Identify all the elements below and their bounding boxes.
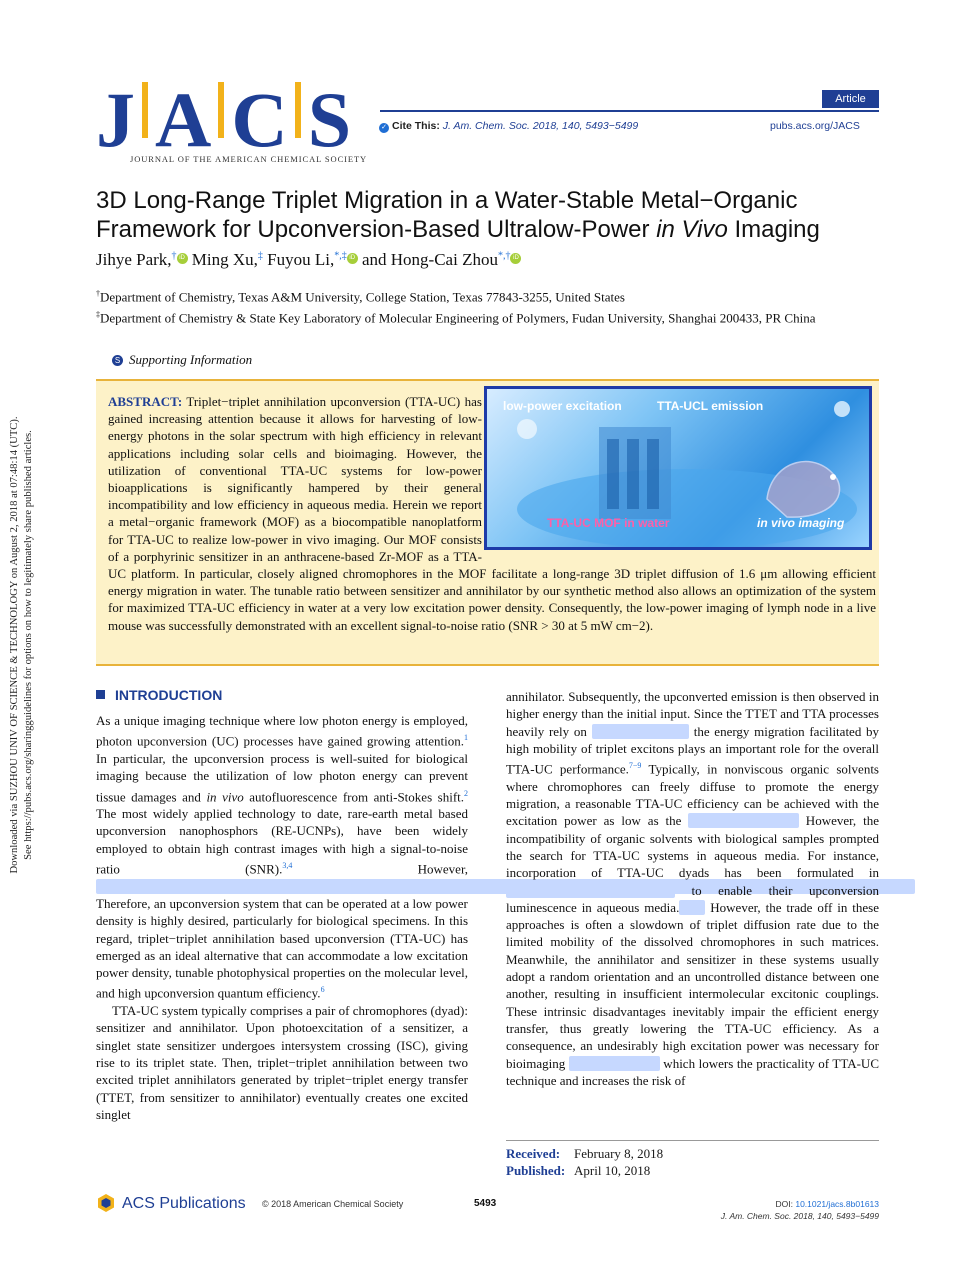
author-list: [96, 250, 521, 270]
author-mark: †: [171, 250, 177, 262]
toc-graphic: [484, 386, 872, 550]
acs-publications-logo[interactable]: ACS Publications: [96, 1193, 246, 1213]
orcid-icon[interactable]: iD: [510, 253, 521, 264]
toc-label-imaging: in vivo imaging: [757, 516, 845, 530]
orcid-icon[interactable]: iD: [177, 253, 188, 264]
journal-subtitle: JOURNAL OF THE AMERICAN CHEMICAL SOCIETY: [130, 154, 368, 164]
left-column: [96, 712, 468, 1123]
cite-this[interactable]: [379, 120, 638, 133]
page-number: 5493: [474, 1198, 497, 1209]
orcid-icon[interactable]: iD: [347, 253, 358, 264]
title-line-2: Framework for Upconversion-Based Ultralow-Power in Vivo Imaging: [96, 216, 820, 243]
received-date: Received: February 8, 2018: [506, 1146, 664, 1161]
intro-paragraph-1: As a unique imaging technique where low photon energy is employed, photon upconversion (UC) processes have gained growing attention.$^1$ In particular, the upconversion process is well-suited for biological imaging because the utilization of low photon energy can prevent tissue damages and in vivo autofluorescence from anti-Stokes shift.$^2$ The most widely applied technology to date, rare-earth metal based upconversion nanophosphors (RE-UCNPs), have been widely employed to obtain high contrast images with high a signal-to-noise ratio (SNR).$^{3,4}$ However, Therefore, an upconversion system that can be operated at a low power density is highly desired, particularly for biological specimens. In this regard, triplet−triplet annihilation based upconversion (TTA-UC) has emerged as an ideal alternative that can accommodate a low excitation power density, tunable photophysical properties on the molecular level, and high upconversion quantum efficiency.$^6$: [96, 712, 468, 1002]
title-line-1: 3D Long-Range Triplet Migration in a Water-Stable Metal−Organic: [96, 187, 798, 214]
acs-hexagon-icon: [96, 1193, 116, 1213]
affiliation-1: †Department of Chemistry, Texas A&M University, College Station, Texas 77843-3255, United States: [96, 289, 625, 305]
download-stamp: [8, 380, 38, 910]
logo-letter-j: J: [96, 76, 135, 163]
download-stamp-line1: Downloaded via SUZHOU UNIV OF SCIENCE & TECHNOLOGY on August 2, 2018 at 07:48:14 (UTC).: [9, 416, 20, 874]
author-name[interactable]: and Hong-Cai Zhou: [361, 250, 498, 269]
footer-citation: J. Am. Chem. Soc. 2018, 140, 5493−5499: [720, 1211, 879, 1221]
abstract-label: ABSTRACT:: [108, 394, 183, 409]
affiliation-2: ‡Department of Chemistry & State Key Laboratory of Molecular Engineering of Polymers, Fudan University, Shanghai 200433, PR China: [96, 310, 816, 326]
author-mark: *,‡: [334, 250, 347, 262]
doi-link[interactable]: 10.1021/jacs.8b01613: [795, 1199, 879, 1209]
toc-label-emission: TTA-UCL emission: [657, 399, 764, 413]
toc-label-mof: TTA-UC MOF in water: [547, 516, 670, 530]
author-mark: ‡: [257, 250, 263, 262]
cite-journal: J. Am. Chem. Soc.: [442, 120, 530, 132]
dates-rule: [506, 1140, 879, 1141]
author-name[interactable]: Fuyou Li,: [267, 250, 335, 269]
doi-block: DOI: 10.1021/jacs.8b01613 J. Am. Chem. Soc. 2018, 140, 5493−5499: [700, 1198, 879, 1222]
cite-icon: ✓: [379, 123, 389, 133]
intro-paragraph-2: TTA-UC system typically comprises a pair of chromophores (dyad): sensitizer and annihilator. Upon photoexcitation of a sensitizer, a singlet state sensitizer undergoes intersystem crossing (ISC), giving rise to its triplet state. Then, triplet−triplet annihilation between two excited triplet annihilators generated by triplet−triplet energy transfer (TTET, from sensitizer to annihilator) eventually creates one excited singlet: [96, 1003, 468, 1122]
journal-site-link[interactable]: pubs.acs.org/JACS: [770, 120, 860, 132]
logo-letter-s: S: [307, 76, 352, 163]
cite-ref: 2018, 140, 5493−5499: [532, 120, 639, 132]
article-type-badge: Article: [822, 90, 879, 108]
download-stamp-line2: See https://pubs.acs.org/sharingguidelines for options on how to legitimately share published articles.: [23, 430, 34, 860]
right-column: [506, 688, 879, 1089]
article-title: [96, 186, 896, 244]
header-rule: [380, 110, 879, 112]
supporting-information-link[interactable]: S Supporting Information: [112, 352, 252, 368]
copyright: © 2018 American Chemical Society: [262, 1199, 404, 1209]
author-name[interactable]: Jihye Park,: [96, 250, 172, 269]
logo-letter-a: A: [155, 76, 212, 163]
toc-label-excitation: low-power excitation: [503, 399, 622, 413]
published-date: Published: April 10, 2018: [506, 1163, 651, 1178]
supporting-info-icon: S: [112, 355, 123, 366]
abstract-body: Triplet−triplet annihilation upconversion (TTA-UC) has gained increasing attention because it allows for harvesting of low-energy photons in the solar spectrum with high efficiency in relevant applications including solar cells and bioimaging. However, the utilization of conventional TTA-UC systems for low-power bioapplications is significantly hampered by their general incompatibility and low efficiency in aqueous media. Herein we report a metal−organic framework (MOF) as a biocompatible nanoplatform for TTA-UC to realize low-power in vivo imaging. Our MOF consists of a porphyrinic sensitizer in an anthracene-based Zr-MOF as a TTA-UC platform. In particular, closely aligned chromophores in the MOF facilitate a long-range 3D triplet diffusion of 1.6 μm allowing efficient energy migration in water. The tunable ratio between sensitizer and annihilator by our synthetic method also allows an optimization of the system for maximized TTA-UC efficiency in water at a very low excitation power density. Consequently, the low-power imaging of lymph node in a live mouse was successfully demonstrated with an excellent signal-to-noise ratio (SNR > 30 at 5 mW cm−2).: [108, 394, 876, 633]
author-mark: *,†: [497, 250, 511, 262]
logo-letter-c: C: [231, 76, 288, 163]
intro-paragraph-3: annihilator. Subsequently, the upconverted emission is then observed in higher energy than the initial input. Since the TTET and TTA processes heavily rely on the energy migration facilitated by high mobility of triplet excitons plays an important role for the overall TTA-UC performance.$^{7-9}$ Typically, in nonviscous organic solvents where chromophores can freely diffuse to promote the energy migration, a reasonable TTA-UC efficiency can be achieved with the excitation power as low as the However, the incompatibility of organic solvents with biological samples prompted the search for TTA-UC systems in aqueous media. For instance, incorporation of TTA-UC dyads has been formulated in to enable their upconversion luminescence in aqueous media. However, the trade off in these approaches is often a slowdown of triplet diffusion rate due to the limited mobility of the dissolved chromophores in such matrices. Meanwhile, the annihilator and sensitizer in these systems usually adopt a random orientation and an uncontrolled distance between one another, resulting in insufficient intermolecular excitonic couplings. These intrinsic disadvantages inevitably impair the efficient energy transfer, thus greatly lowering the TTA-UC efficiency. As a consequence, an undesirably high excitation power was necessary for bioimaging which lowers the practicality of TTA-UC technique and increases the risk of: [506, 689, 880, 1088]
jacs-logo: [96, 76, 378, 166]
section-heading-introduction: INTRODUCTION: [96, 687, 222, 703]
author-name[interactable]: Ming Xu,: [191, 250, 258, 269]
cite-label: Cite This:: [392, 120, 440, 132]
